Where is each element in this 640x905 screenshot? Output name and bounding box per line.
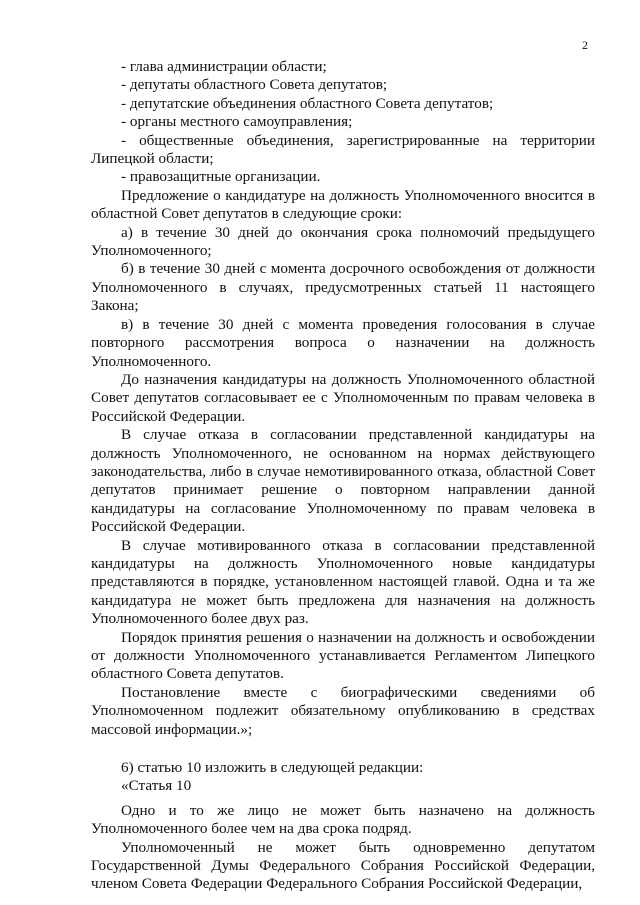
paragraph: Порядок принятия решения о назначении на должность и освобождении от должности Уполномоченного устанавливается Регламентом Липецкого областного Совета депутатов. [91,628,595,683]
paragraph: В случае отказа в согласовании представленной кандидатуры на должность Уполномоченного, не основанном на нормах действующего законодательства, либо в случае немотивированного отказа, областной Совет депутатов принимает решение о повторном направлении данной кандидатуры на согласование Уполномоченному по правам человека в Российской Федерации. [91,426,595,536]
article-paragraph: Одно и то же лицо не может быть назначено на должность Уполномоченного более чем на два срока подряд. [91,801,595,838]
document-body [91,58,595,894]
paragraph: а) в течение 30 дней до окончания срока полномочий предыдущего Уполномоченного; [91,223,595,260]
article-heading: «Статья 10 [121,777,192,795]
list-item: - правозащитные организации. [121,168,321,186]
list-item: - депутатские объединения областного Совета депутатов; [121,94,494,112]
list-item: - общественные объединения, зарегистрированные на территории Липецкой области; [91,131,595,168]
paragraph: Постановление вместе с биографическими сведениями об Уполномоченном подлежит обязательному опубликованию в средствах массовой информации.»; [91,683,595,738]
paragraph: б) в течение 30 дней с момента досрочного освобождения от должности Уполномоченного в случаях, предусмотренных статьей 11 настоящего Закона; [91,260,595,315]
paragraph: В случае мотивированного отказа в согласовании представленной кандидатуры на должность Уполномоченного новые кандидатуры представляются в порядке, установленном настоящей главой. Одна и та же кандидатура не может быть предложена для назначения на должность Уполномоченного более двух раз. [91,536,595,628]
list-item: - органы местного самоуправления; [121,113,353,131]
page-number: 2 [582,38,588,52]
paragraph: в) в течение 30 дней с момента проведения голосования в случае повторного рассмотрения вопроса о назначении на должность Уполномоченного. [91,315,595,370]
list-item: - глава администрации области; [121,58,327,75]
blank-line [91,739,595,759]
paragraph: Предложение о кандидатуре на должность Уполномоченного вносится в областной Совет депутатов в следующие сроки: [91,186,595,223]
amendment-instruction: 6) статью 10 изложить в следующей редакции: [121,759,424,777]
list-item: - депутаты областного Совета депутатов; [121,76,388,94]
paragraph: До назначения кандидатуры на должность Уполномоченного областной Совет депутатов согласовывает ее с Уполномоченным по правам человека в Российской Федерации. [91,370,595,425]
article-paragraph: Уполномоченный не может быть одновременно депутатом Государственной Думы Федерального Собрания Российской Федерации, членом Совета Федерации Федерального Собрания Российской Федерации, [91,838,595,893]
